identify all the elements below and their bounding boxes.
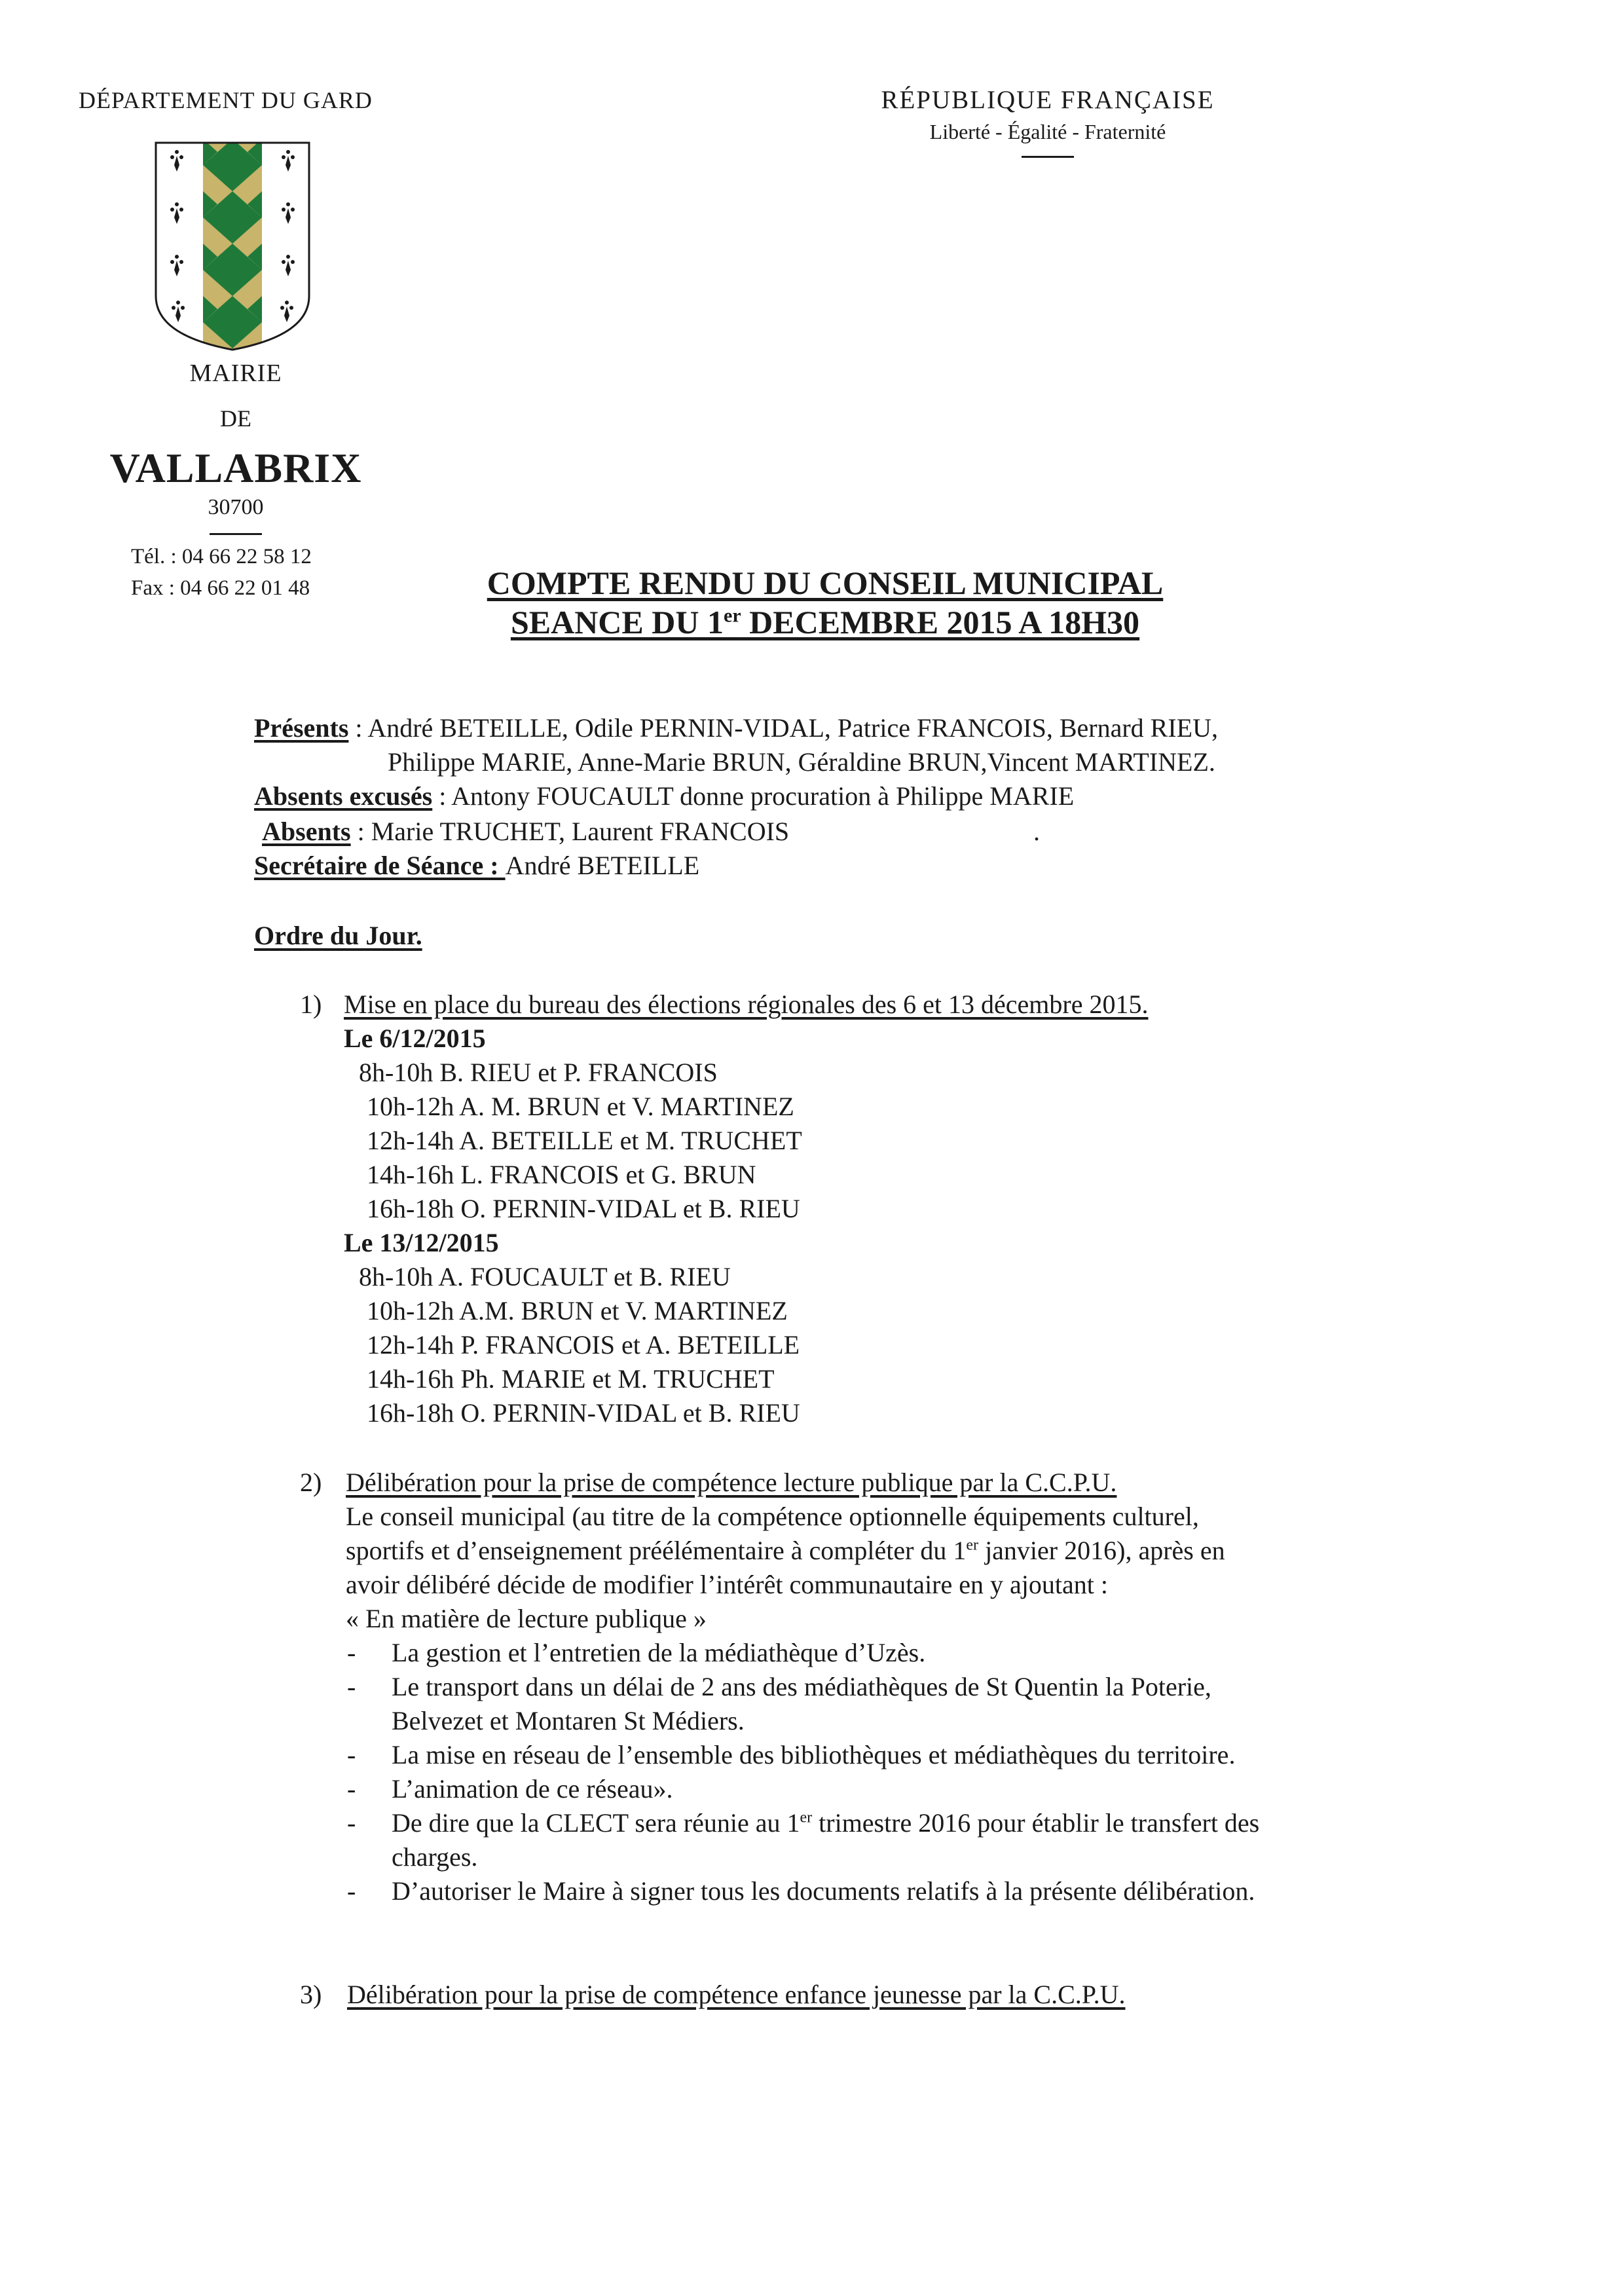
day1-slot: 12h-14h A. BETEILLE et M. TRUCHET bbox=[367, 1126, 802, 1155]
bullet-dash: - bbox=[347, 1774, 356, 1804]
absents-label: Absents bbox=[262, 817, 351, 846]
bullet-item bbox=[392, 1807, 1259, 1838]
item2-p2b: janvier 2016), après en bbox=[978, 1536, 1225, 1565]
bullet-item-cont: charges. bbox=[392, 1842, 478, 1872]
item1-title-text: Mise en place du bureau des élections régionales des 6 et 13 décembre 2015. bbox=[344, 990, 1149, 1019]
day2-slot: 16h-18h O. PERNIN-VIDAL et B. RIEU bbox=[367, 1398, 800, 1428]
excuses-text: : Antony FOUCAULT donne procuration à Philippe MARIE bbox=[432, 781, 1075, 811]
day1-slot: 8h-10h B. RIEU et P. FRANCOIS bbox=[359, 1058, 718, 1087]
bullet-clect-a: De dire que la CLECT sera réunie au 1 bbox=[392, 1808, 800, 1838]
item1-day1: Le 6/12/2015 bbox=[344, 1024, 486, 1053]
mairie-block bbox=[105, 359, 367, 535]
bullet-dash: - bbox=[347, 1638, 356, 1667]
motto: Liberté - Égalité - Fraternité bbox=[929, 120, 1166, 143]
title-line2-sup: er bbox=[724, 604, 741, 627]
fax-number: Fax : 04 66 22 01 48 bbox=[131, 576, 310, 600]
title-line2-a: SEANCE DU 1 bbox=[510, 604, 724, 640]
secretaire-line bbox=[254, 850, 699, 881]
presents-label: Présents bbox=[254, 713, 349, 743]
contact-block bbox=[131, 541, 312, 604]
absents-mark: . bbox=[1033, 817, 1040, 846]
de-label: DE bbox=[220, 405, 251, 432]
item1-title bbox=[344, 989, 1148, 1020]
day2-slot: 10h-12h A.M. BRUN et V. MARTINEZ bbox=[367, 1296, 788, 1325]
bullet-dash: - bbox=[347, 1672, 356, 1701]
excuses-line bbox=[254, 781, 1074, 811]
excuses-label: Absents excusés bbox=[254, 781, 433, 811]
item2-p2sup: er bbox=[966, 1536, 979, 1554]
bullet-item: D’autoriser le Maire à signer tous les documents relatifs à la présente délibération. bbox=[392, 1876, 1255, 1906]
item1-day2: Le 13/12/2015 bbox=[344, 1228, 499, 1257]
title-line2 bbox=[511, 604, 1139, 640]
header-rule bbox=[1022, 156, 1074, 158]
day1-slot: 10h-12h A. M. BRUN et V. MARTINEZ bbox=[367, 1092, 794, 1121]
item3-number: 3) bbox=[300, 1980, 322, 2009]
bullet-item: La gestion et l’entretien de la médiathèque d’Uzès. bbox=[392, 1638, 926, 1667]
bullet-item: L’animation de ce réseau». bbox=[392, 1774, 673, 1804]
coat-of-arms-icon bbox=[151, 139, 314, 355]
bullet-item-cont: Belvezet et Montaren St Médiers. bbox=[392, 1706, 745, 1735]
bullet-clect-sup: er bbox=[800, 1809, 813, 1826]
item2-title-text: Délibération pour la prise de compétence lecture publique par la C.C.P.U. bbox=[346, 1468, 1117, 1497]
bullet-dash: - bbox=[347, 1808, 356, 1838]
tel-number: Tél. : 04 66 22 58 12 bbox=[131, 545, 312, 568]
item2-p2a: sportifs et d’enseignement préélémentaire à compléter du 1 bbox=[346, 1536, 967, 1565]
absents-text: : Marie TRUCHET, Laurent FRANCOIS bbox=[350, 817, 790, 846]
absents-line bbox=[262, 816, 789, 847]
bullet-item: Le transport dans un délai de 2 ans des médiathèques de St Quentin la Poterie, bbox=[392, 1672, 1211, 1701]
item3-title-text: Délibération pour la prise de compétence enfance jeunesse par la C.C.P.U. bbox=[347, 1980, 1126, 2009]
agenda-heading bbox=[254, 920, 422, 951]
title-line1: COMPTE RENDU DU CONSEIL MUNICIPAL bbox=[487, 565, 1164, 601]
republic-label: RÉPUBLIQUE FRANÇAISE bbox=[881, 86, 1215, 114]
title-line2-b: DECEMBRE 2015 A 18H30 bbox=[741, 604, 1140, 640]
day2-slot: 12h-14h P. FRANCOIS et A. BETEILLE bbox=[367, 1330, 800, 1360]
item2-paragraph: « En matière de lecture publique » bbox=[346, 1604, 707, 1633]
bullet-clect-b: trimestre 2016 pour établir le transfert des bbox=[812, 1808, 1260, 1838]
mairie-rule bbox=[210, 533, 262, 535]
bullet-item: La mise en réseau de l’ensemble des bibliothèques et médiathèques du territoire. bbox=[392, 1740, 1236, 1769]
presents-line1 bbox=[254, 713, 1218, 743]
item2-paragraph: Le conseil municipal (au titre de la compétence optionnelle équipements culturel, bbox=[346, 1502, 1199, 1531]
republic-header bbox=[864, 85, 1231, 158]
mairie-label: MAIRIE bbox=[189, 360, 282, 387]
town-name: VALLABRIX bbox=[109, 445, 362, 491]
postcode: 30700 bbox=[208, 495, 264, 519]
item2-paragraph bbox=[346, 1535, 1225, 1566]
day1-slot: 14h-16h L. FRANCOIS et G. BRUN bbox=[367, 1160, 756, 1189]
item2-paragraph: avoir délibéré décide de modifier l’intérêt communautaire en y ajoutant : bbox=[346, 1570, 1108, 1599]
day1-slot: 16h-18h O. PERNIN-VIDAL et B. RIEU bbox=[367, 1194, 800, 1223]
item2-title bbox=[346, 1467, 1116, 1498]
day2-slot: 8h-10h A. FOUCAULT et B. RIEU bbox=[359, 1262, 731, 1291]
item2-number: 2) bbox=[300, 1468, 322, 1497]
document-title bbox=[393, 563, 1257, 642]
bullet-dash: - bbox=[347, 1740, 356, 1769]
secretaire-label: Secrétaire de Séance : bbox=[254, 851, 506, 880]
presents-line2: Philippe MARIE, Anne-Marie BRUN, Géraldine BRUN,Vincent MARTINEZ. bbox=[388, 747, 1215, 777]
item1-number: 1) bbox=[300, 990, 322, 1019]
department-label: DÉPARTEMENT DU GARD bbox=[79, 87, 373, 113]
secretaire-text: André BETEILLE bbox=[505, 851, 700, 880]
agenda-heading-text: Ordre du Jour. bbox=[254, 921, 422, 950]
item3-title bbox=[347, 1979, 1125, 2010]
presents-text: : André BETEILLE, Odile PERNIN-VIDAL, Patrice FRANCOIS, Bernard RIEU, bbox=[348, 713, 1218, 743]
day2-slot: 14h-16h Ph. MARIE et M. TRUCHET bbox=[367, 1364, 775, 1394]
bullet-dash: - bbox=[347, 1876, 356, 1906]
